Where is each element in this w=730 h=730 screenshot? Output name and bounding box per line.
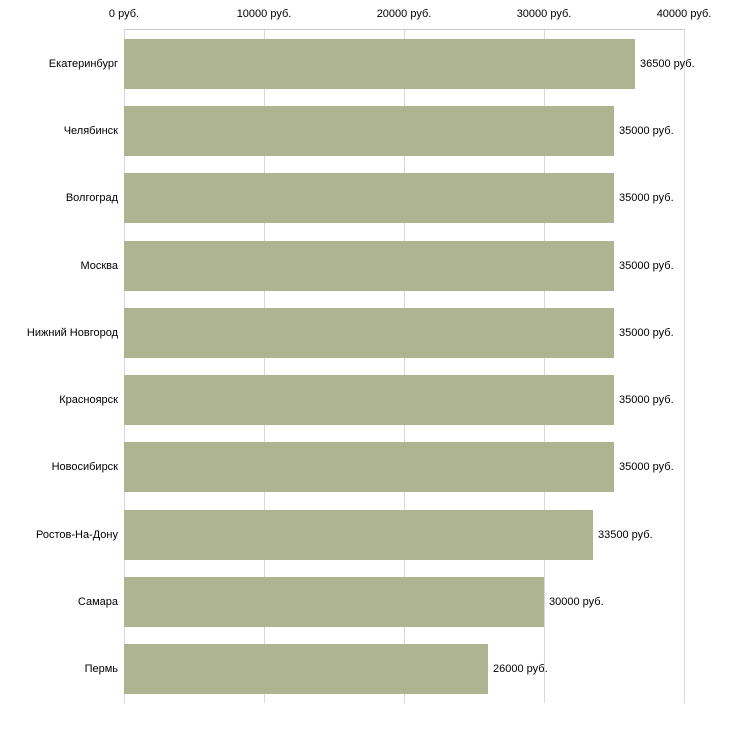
bar-value-label: 35000 руб. — [619, 394, 674, 407]
bar-value-label: 35000 руб. — [619, 192, 674, 205]
x-axis — [0, 0, 730, 30]
bar-value-label: 33500 руб. — [598, 528, 653, 541]
bar-row — [0, 97, 730, 164]
category-label: Екатеринбург — [48, 57, 118, 70]
axis-tick-label: 10000 руб. — [236, 8, 292, 20]
axis-tick-label: 0 руб. — [108, 8, 140, 20]
bar-row — [0, 501, 730, 568]
bar[interactable] — [124, 308, 614, 358]
bar-row — [0, 367, 730, 434]
bar[interactable] — [124, 106, 614, 156]
bar[interactable] — [124, 241, 614, 291]
category-label: Новосибирск — [51, 461, 118, 474]
bar-value-label: 30000 руб. — [549, 596, 604, 609]
bar[interactable] — [124, 644, 488, 694]
category-label: Пермь — [84, 663, 118, 676]
bar[interactable] — [124, 375, 614, 425]
category-label: Нижний Новгород — [26, 326, 118, 339]
plot-area — [0, 30, 730, 710]
bar-row — [0, 568, 730, 635]
axis-tick-label: 40000 руб. — [656, 8, 712, 20]
axis-tick-label: 20000 руб. — [376, 8, 432, 20]
category-label: Красноярск — [59, 394, 118, 407]
bar-value-label: 35000 руб. — [619, 461, 674, 474]
category-label: Москва — [80, 259, 118, 272]
bar-row — [0, 232, 730, 299]
category-label: Самара — [77, 596, 118, 609]
bar-row — [0, 636, 730, 703]
category-label: Челябинск — [63, 124, 118, 137]
bar-value-label: 35000 руб. — [619, 326, 674, 339]
bar[interactable] — [124, 39, 635, 89]
bar[interactable] — [124, 173, 614, 223]
bar-row — [0, 299, 730, 366]
axis-tick-label: 30000 руб. — [516, 8, 572, 20]
bar-value-label: 36500 руб. — [640, 57, 695, 70]
category-label: Волгоград — [65, 192, 118, 205]
bar-value-label: 26000 руб. — [493, 663, 548, 676]
bar[interactable] — [124, 577, 544, 627]
bar-row — [0, 434, 730, 501]
bar[interactable] — [124, 442, 614, 492]
bar-value-label: 35000 руб. — [619, 124, 674, 137]
bar-row — [0, 165, 730, 232]
bar[interactable] — [124, 510, 593, 560]
bar-row — [0, 30, 730, 97]
bar-value-label: 35000 руб. — [619, 259, 674, 272]
category-label: Ростов-На-Дону — [35, 528, 118, 541]
